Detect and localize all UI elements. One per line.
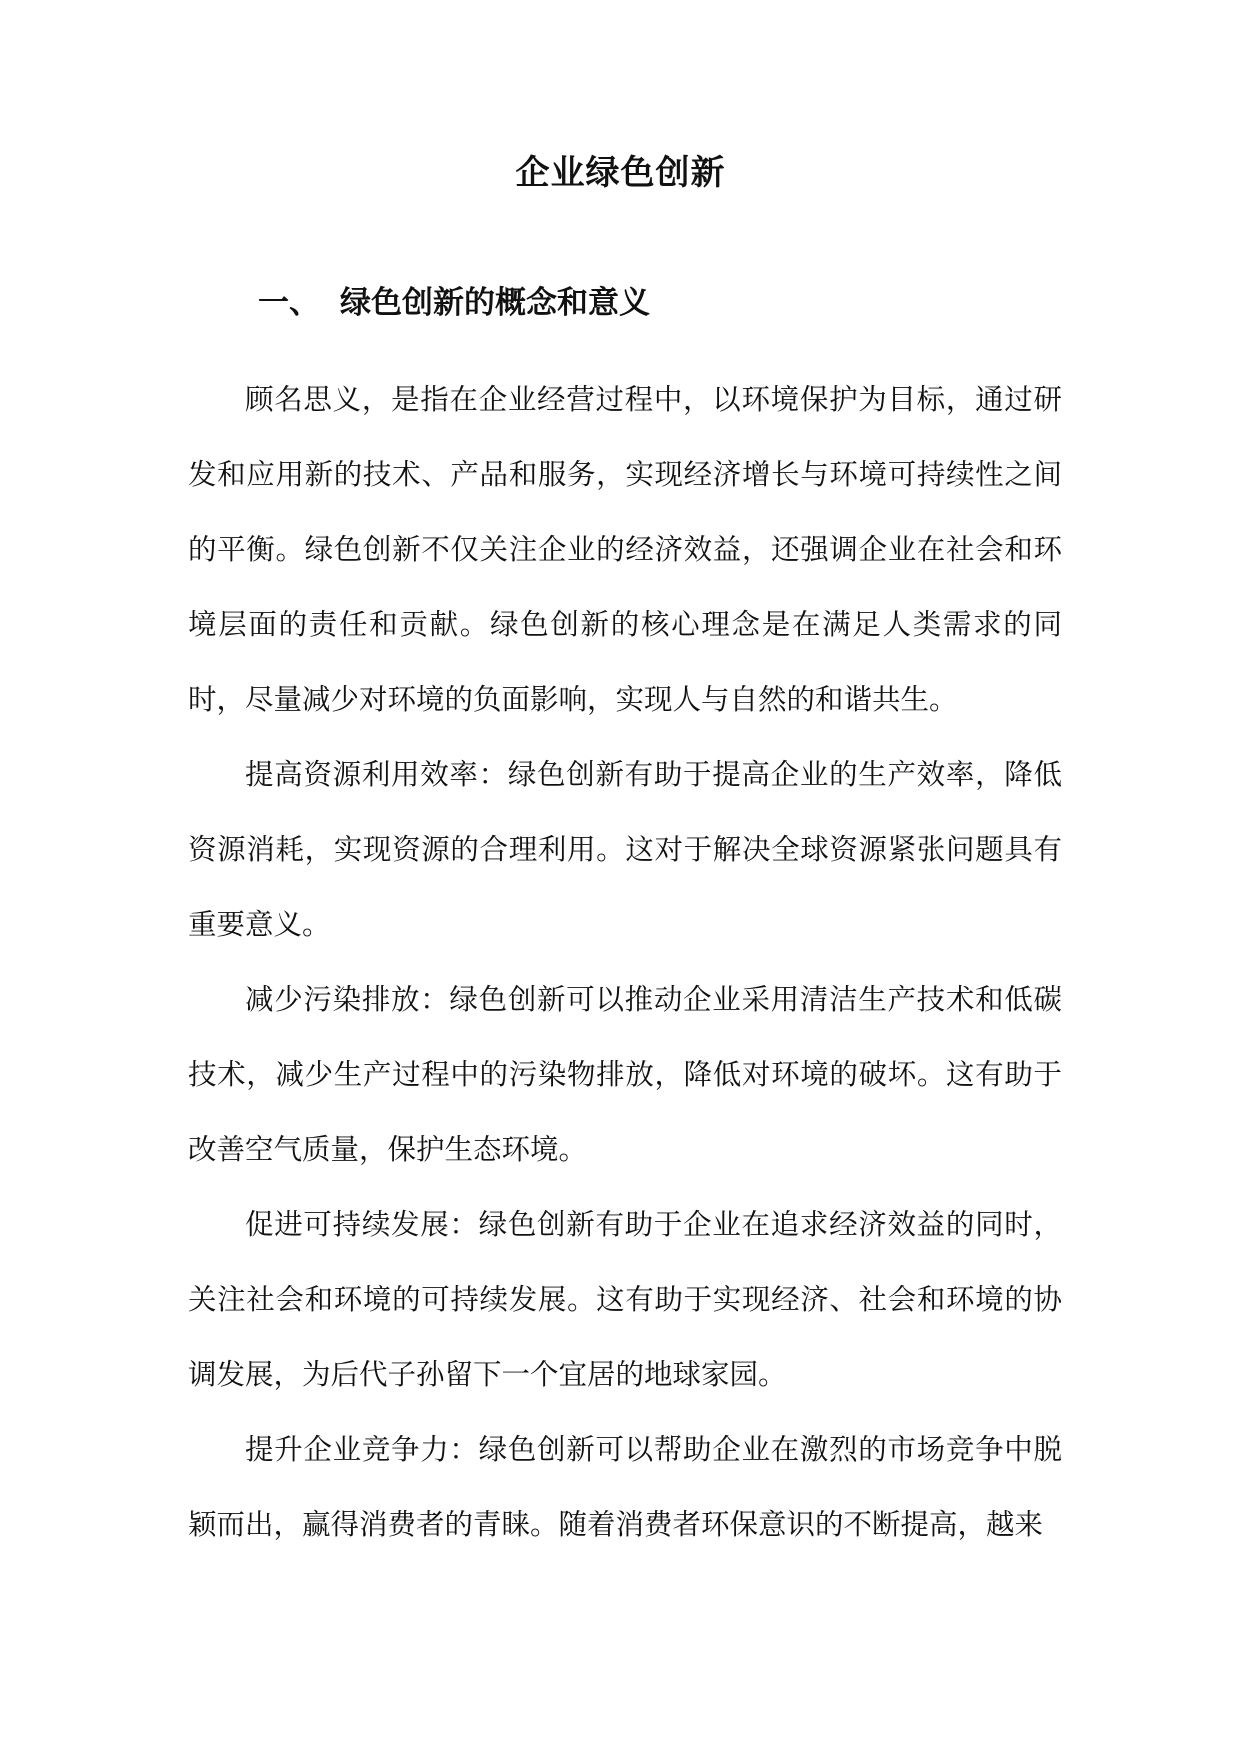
paragraph-competitiveness: 提升企业竞争力：绿色创新可以帮助企业在激烈的市场竞争中脱颖而出，赢得消费者的青睐。随着消费者环保意识的不断提高，越来 [188,1433,1062,1541]
paragraph-pollution-reduction: 减少污染排放：绿色创新可以推动企业采用清洁生产技术和低碳技术，减少生产过程中的污染物排放，降低对环境的破坏。这有助于改善空气质量，保护生态环境。 [188,983,1062,1166]
paragraph-resource-efficiency: 提高资源利用效率：绿色创新有助于提高企业的生产效率，降低资源消耗，实现资源的合理利用。这对于解决全球资源紧张问题具有重要意义。 [188,758,1062,941]
section-heading-text: 绿色创新的概念和意义 [340,285,650,321]
paragraph-sustainable-development: 促进可持续发展：绿色创新有助于企业在追求经济效益的同时，关注社会和环境的可持续发展。这有助于实现经济、社会和环境的协调发展，为后代子孙留下一个宜居的地球家园。 [188,1208,1062,1391]
section-number: 一、 [258,285,320,321]
section-heading [258,280,650,326]
document-title: 企业绿色创新 [515,153,726,193]
paragraph-concept: 顾名思义，是指在企业经营过程中，以环境保护为目标，通过研发和应用新的技术、产品和服务，实现经济增长与环境可持续性之间的平衡。绿色创新不仅关注企业的经济效益，还强调企业在社会和环境层面的责任和贡献。绿色创新的核心理念是在满足人类需求的同时，尽量减少对环境的负面影响，实现人与自然的和谐共生。 [188,383,1062,716]
document-body [188,362,1062,1562]
